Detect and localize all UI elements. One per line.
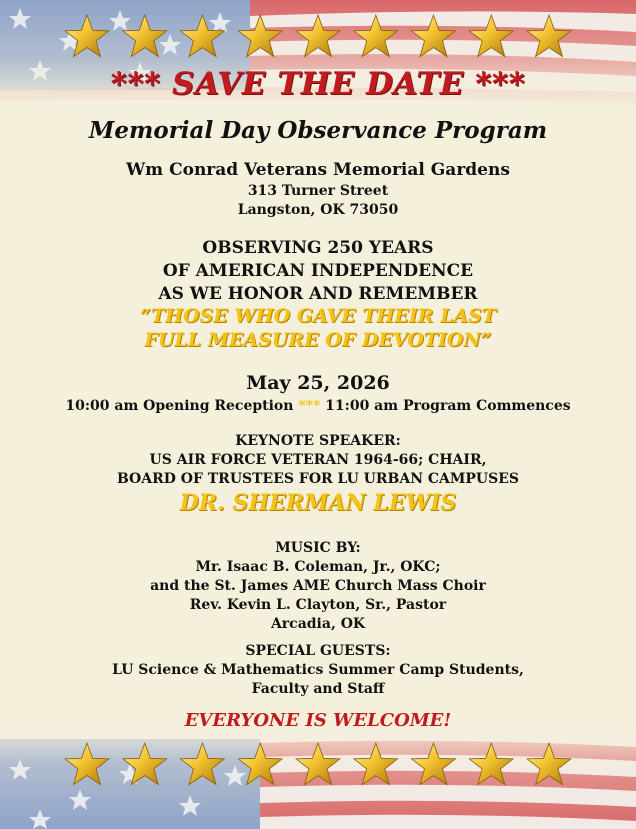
- venue-city: Langston, OK 73050: [237, 202, 399, 218]
- music-line-2: and the St. James AME Church Mass Choir: [150, 578, 486, 594]
- music-line-3: Rev. Kevin L. Clayton, Sr., Pastor: [189, 597, 447, 613]
- devotion-quote-line-1: “THOSE WHO GAVE THEIR LAST: [139, 305, 497, 327]
- observance-line-1: OBSERVING 250 YEARS: [202, 238, 434, 258]
- keynote-heading: KEYNOTE SPEAKER:: [235, 433, 401, 449]
- special-guests-line-1: LU Science & Mathematics Summer Camp Students,: [112, 662, 524, 678]
- program-time: 11:00 am Program Commences: [325, 398, 571, 414]
- keynote-speaker-name: DR. SHERMAN LEWIS: [179, 490, 457, 516]
- devotion-quote-line-2: FULL MEASURE OF DEVOTION”: [144, 329, 492, 351]
- venue-name: Wm Conrad Veterans Memorial Gardens: [126, 160, 510, 180]
- event-times: [0, 398, 636, 414]
- observance-line-3: AS WE HONOR AND REMEMBER: [158, 284, 478, 304]
- music-line-4: Arcadia, OK: [270, 616, 366, 632]
- venue-street: 313 Turner Street: [247, 183, 389, 199]
- special-guests-heading: SPECIAL GUESTS:: [245, 643, 391, 659]
- special-guests-line-2: Faculty and Staff: [251, 681, 385, 697]
- keynote-credential-2: BOARD OF TRUSTEES FOR LU URBAN CAMPUSES: [116, 471, 520, 487]
- save-the-date-heading: *** SAVE THE DATE ***: [110, 66, 526, 102]
- event-date: May 25, 2026: [246, 372, 390, 394]
- observance-line-2: OF AMERICAN INDEPENDENCE: [162, 261, 474, 281]
- music-line-1: Mr. Isaac B. Coleman, Jr., OKC;: [195, 559, 441, 575]
- reception-time: 10:00 am Opening Reception: [65, 398, 294, 414]
- everyone-welcome: EVERYONE IS WELCOME!: [184, 710, 452, 731]
- keynote-credential-1: US AIR FORCE VETERAN 1964-66; CHAIR,: [149, 452, 487, 468]
- time-separator: ***: [298, 398, 321, 414]
- music-heading: MUSIC BY:: [275, 540, 361, 556]
- program-title: Memorial Day Observance Program: [88, 117, 548, 144]
